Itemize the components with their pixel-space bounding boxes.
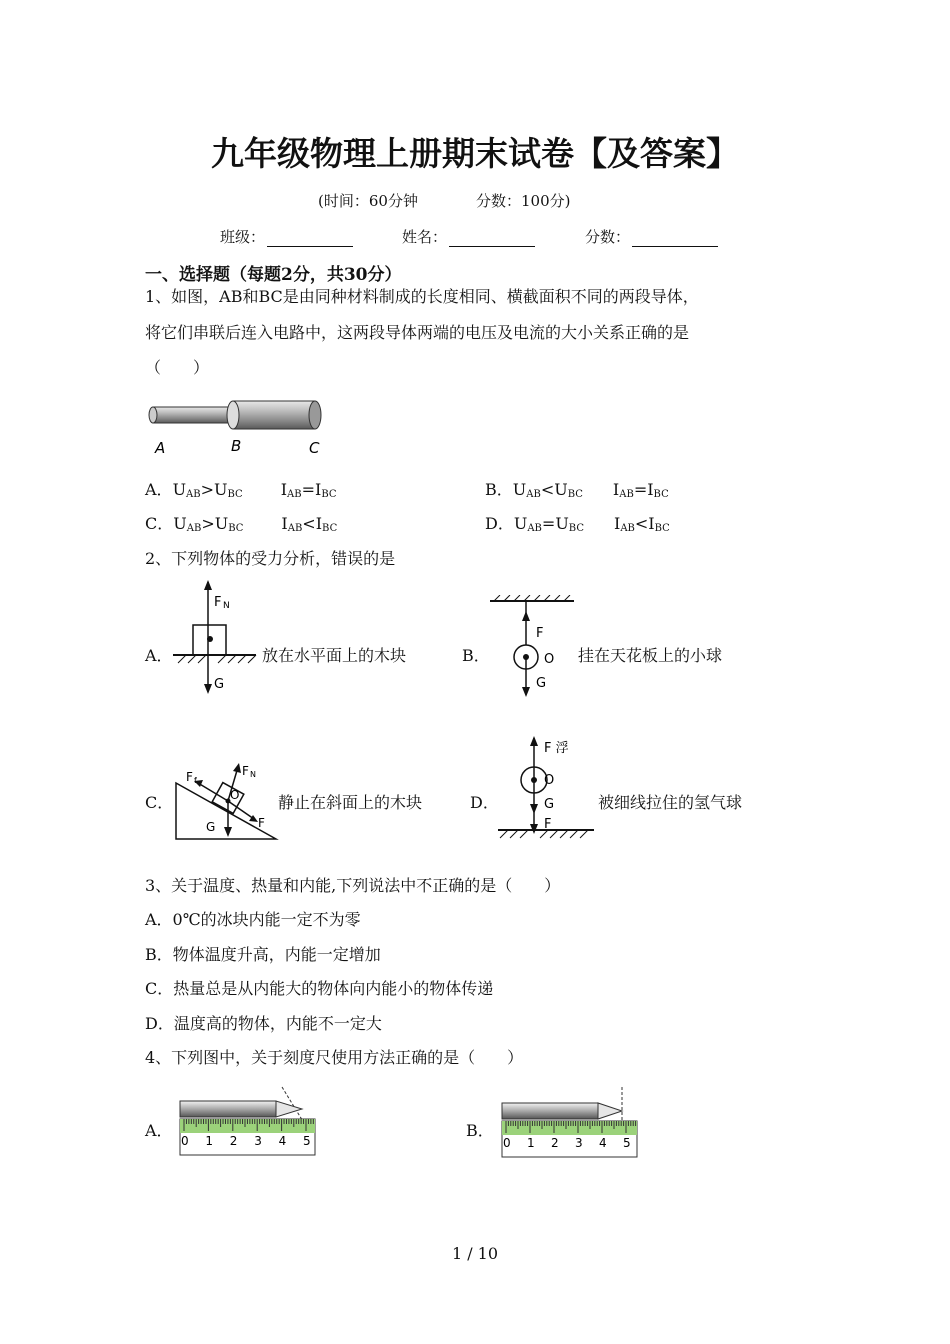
svg-text:G: G	[544, 797, 555, 812]
page-title: 九年级物理上册期末试卷【及答案】	[211, 134, 739, 173]
q2-option-a-letter[interactable]: A．	[145, 646, 173, 665]
q2-option-c-letter[interactable]: C．	[145, 793, 174, 812]
name-blank[interactable]	[449, 232, 535, 247]
arrow-down-icon	[530, 804, 538, 814]
q2-option-d-letter[interactable]: D．	[470, 793, 499, 812]
pencil-body	[180, 1101, 276, 1117]
q1-stem-line1: 1、如图，AB和BC是由同种材料制成的长度相同、横截面积不同的两段导体，	[145, 287, 699, 306]
q1-option-a[interactable]: A．$U_{AB}>U_{BC}$ $I_{AB}=I_{BC}$	[145, 480, 337, 500]
ruler-tick-label: 4	[278, 1134, 287, 1148]
q2-option-c-text: 静止在斜面上的木块	[278, 793, 423, 812]
q1-option-b[interactable]: B．$U_{AB}<U_{BC}$ $I_{AB}=I_{BC}$	[485, 480, 669, 500]
q3-option-a[interactable]: A．0℃的冰块内能一定不为零	[145, 910, 361, 929]
svg-text:F: F	[258, 816, 265, 830]
q2-figure-b	[488, 595, 578, 700]
q2-figure-c	[172, 755, 280, 845]
svg-text:G: G	[214, 677, 225, 692]
class-label: 班级：	[220, 228, 266, 246]
q4-stem: 4、下列图中，关于刻度尺使用方法正确的是（ ）	[145, 1048, 524, 1067]
q3-option-c[interactable]: C．热量总是从内能大的物体向内能小的物体传递	[145, 979, 494, 998]
fig-label-a: A	[155, 439, 166, 457]
ruler-tick-label: 0	[181, 1134, 189, 1148]
q1-conductor-figure	[145, 395, 335, 465]
svg-text:N: N	[223, 601, 230, 611]
arrow-down-icon	[224, 827, 232, 837]
q3-option-b[interactable]: B．物体温度升高，内能一定增加	[145, 945, 381, 964]
svg-text:F: F	[536, 626, 544, 641]
ruler-tick-label: 4	[599, 1136, 607, 1150]
conductor-step-b	[227, 401, 239, 429]
exam-time: (时间：60分钟	[318, 192, 418, 210]
score-field	[585, 226, 718, 247]
ruler-tick-label: 0	[503, 1136, 511, 1150]
q4-option-a-letter[interactable]: A．	[145, 1121, 173, 1140]
svg-text:O: O	[544, 773, 555, 788]
score-blank[interactable]	[632, 232, 718, 247]
arrow-up-icon	[530, 736, 538, 746]
q2-option-a-text: 放在水平面上的木块	[262, 646, 407, 665]
ruler-tick-label: 2	[229, 1134, 238, 1148]
pencil-body	[502, 1103, 598, 1119]
fig-label-b: B	[231, 437, 242, 455]
q2-option-b-text: 挂在天花板上的小球	[578, 646, 723, 665]
fig-label-c: C	[309, 439, 320, 457]
arrow-down-icon	[204, 684, 212, 694]
conductor-end-a	[149, 407, 157, 423]
svg-text:G: G	[206, 820, 216, 834]
q1-stem-line2: 将它们串联后连入电路中，这两段导体两端的电压及电流的大小关系正确的是	[145, 323, 690, 342]
arrow-up-icon	[522, 611, 530, 621]
svg-text:f: f	[194, 776, 197, 785]
q3-stem: 3、关于温度、热量和内能,下列说法中不正确的是（ ）	[145, 876, 561, 895]
class-blank[interactable]	[267, 232, 353, 247]
q4-option-b-letter[interactable]: B．	[466, 1121, 494, 1140]
arrow-up-icon	[233, 763, 241, 773]
q4-ruler-figure-a	[176, 1085, 321, 1160]
q2-stem: 2、下列物体的受力分析，错误的是	[145, 549, 396, 568]
q3-option-d[interactable]: D．温度高的物体，内能不一定大	[145, 1014, 382, 1033]
ruler-tick-label: 1	[205, 1134, 214, 1148]
arrow-down-icon	[522, 687, 530, 697]
exam-total-score: 分数：100分)	[476, 192, 571, 210]
name-label: 姓名：	[402, 228, 448, 246]
ruler-tick-label: 3	[254, 1134, 262, 1148]
q4-ruler-figure-b	[498, 1085, 643, 1160]
name-field	[402, 226, 535, 247]
q2-figure-a	[168, 580, 263, 700]
svg-text:F: F	[214, 595, 222, 610]
svg-text:F: F	[544, 817, 552, 832]
ruler-tick-label: 5	[303, 1134, 311, 1148]
svg-text:O: O	[230, 788, 240, 802]
thick-conductor-bc	[233, 401, 315, 429]
score-label: 分数：	[585, 228, 631, 246]
svg-text:F 浮: F 浮	[544, 741, 569, 756]
ruler-tick-label: 2	[551, 1136, 559, 1150]
ruler-tick-label: 5	[623, 1136, 631, 1150]
q2-figure-d	[494, 736, 598, 844]
arrow-up-icon	[204, 580, 212, 590]
page-number: 1 / 10	[451, 1244, 499, 1263]
section-heading: 一、选择题（每题2分，共30分）	[145, 265, 402, 285]
q1-option-c[interactable]: C．$U_{AB}>U_{BC}$ $I_{AB}<I_{BC}$	[145, 514, 338, 534]
ruler-tick-label: 1	[527, 1136, 535, 1150]
q2-option-b-letter[interactable]: B．	[462, 646, 490, 665]
pencil-tip	[598, 1103, 622, 1119]
svg-text:F: F	[242, 764, 249, 778]
ruler-tick-label: 3	[575, 1136, 583, 1150]
svg-text:F: F	[186, 770, 193, 784]
pencil-tip	[276, 1101, 302, 1117]
q1-paren: （ ）	[145, 358, 210, 377]
conductor-end-c	[309, 401, 321, 429]
class-field	[220, 226, 353, 247]
svg-text:G: G	[536, 676, 547, 691]
q2-option-d-text: 被细线拉住的氢气球	[598, 793, 743, 812]
svg-text:N: N	[250, 770, 256, 779]
q1-option-d[interactable]: D．$U_{AB}=U_{BC}$ $I_{AB}<I_{BC}$	[485, 514, 670, 534]
svg-text:O: O	[544, 652, 555, 667]
